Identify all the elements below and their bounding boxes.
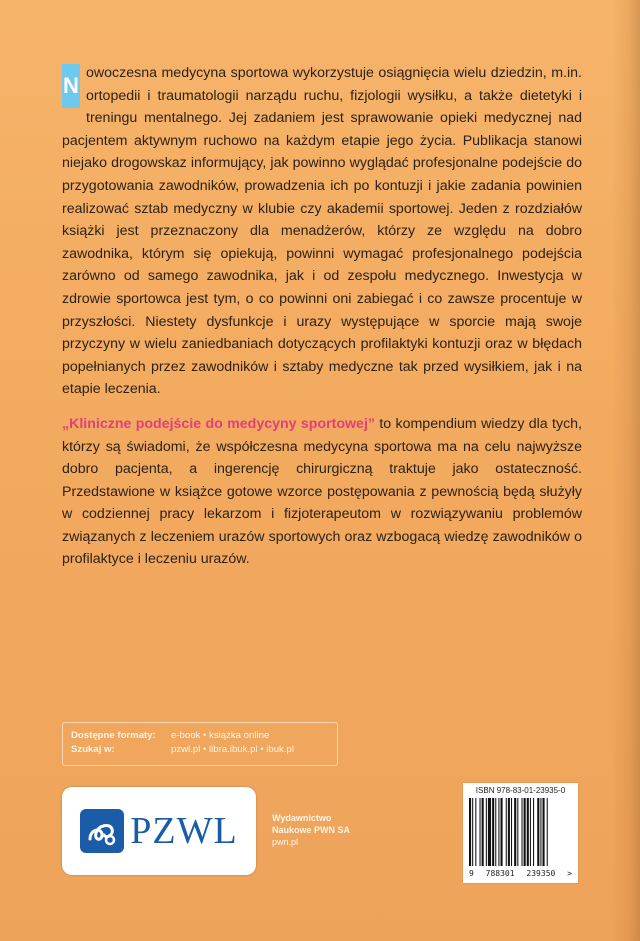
publisher-url: pwn.pl — [272, 837, 299, 847]
paragraph-2-text: to kompendium wiedzy dla tych, którzy są świadomi, że współczesna medycyna sportowa ma na celu najwyższe dobro pacjenta, a ingerencję chirurgiczną traktuje jako ostateczność. Przedstawione w książce gotowe wzorce postępowania z pewnością będą służyły w codziennej pracy lekarzom i fizjoterapeutom w rozwiązywaniu problemów związanych z leczeniem urazów sportowych oraz wzbogacą wiedzę zawodników o profilaktyce i leczeniu urazów. — [62, 415, 582, 568]
formats-row — [71, 729, 329, 743]
isbn-text: ISBN 978-83-01-23935-0 — [475, 786, 566, 795]
formats-value: e-book • książka online — [171, 730, 270, 741]
logo-inner — [80, 809, 237, 853]
pzwl-logo-icon — [80, 809, 124, 853]
barcode-digit-lead: 9 — [468, 869, 474, 878]
barcode-icon — [469, 798, 572, 866]
formats-box — [62, 722, 338, 766]
publisher-info — [272, 812, 350, 848]
paragraph-2 — [62, 413, 582, 571]
publisher-line-2: Naukowe PWN SA — [272, 825, 351, 835]
paragraph-1 — [62, 62, 582, 401]
search-row — [71, 743, 329, 757]
barcode-digits — [463, 869, 578, 878]
description-text — [62, 62, 582, 583]
formats-label: Dostępne formaty: — [71, 730, 156, 741]
pzwl-logo — [62, 787, 256, 875]
barcode-end-mark: > — [567, 869, 573, 878]
publisher-line-1: Wydawnictwo — [272, 813, 332, 823]
barcode-box — [463, 783, 578, 883]
search-label: Szukaj w: — [71, 744, 115, 755]
barcode-digits-left: 788301 — [485, 869, 515, 878]
paragraph-1-text: owoczesna medycyna sportowa wykorzystuje osiągnięcia wielu dziedzin, m.in. ortopedii i traumatologii narządu ruchu, fizjologii wysiłku, a także dietetyki i treningu mentalnego. Jej zadaniem jest sprawowanie opieki medycznej nad pacjentem aktywnym ruchowo na każdym etapie jego życia. Publikacja stanowi niejako drogowskaz informujący, jak powinno wyglądać profesjonalne podejście do przygotowania zawodników, prowadzenia ich po kontuzji i jakie zadania powinien realizować sztab medyczny w klubie czy akademii sportowej. Jeden z rozdziałów książki jest przeznaczony dla menadżerów, którzy ze względu na dobro zawodnika, którym się opiekują, powinni wymagać profesjonalnego podejścia zarówno od samego zawodnika, jak i od zespołu medycznego. Inwestycja w zdrowie sportowca jest tym, o co powinni oni zabiegać i co zawsze procentuje w przyszłości. Niestety dysfunkcje i urazy występujące w sporcie mają swoje przyczyny w wielu zaniedbaniach dotyczących profilaktyki kontuzji oraz w błędach popełnianych przez zawodników i sztaby medyczne tak przed wysiłkiem, jak i na etapie leczenia. — [62, 65, 582, 398]
page-edge-shadow — [612, 0, 640, 941]
book-title-highlight: „Kliniczne podejście do medycyny sportowej” — [62, 415, 375, 432]
dropcap: N — [62, 64, 80, 108]
logo-text: PZWL — [130, 810, 238, 852]
barcode-digits-right: 239350 — [526, 869, 556, 878]
search-value: pzwl.pl • libra.ibuk.pl • ibuk.pl — [171, 744, 294, 755]
